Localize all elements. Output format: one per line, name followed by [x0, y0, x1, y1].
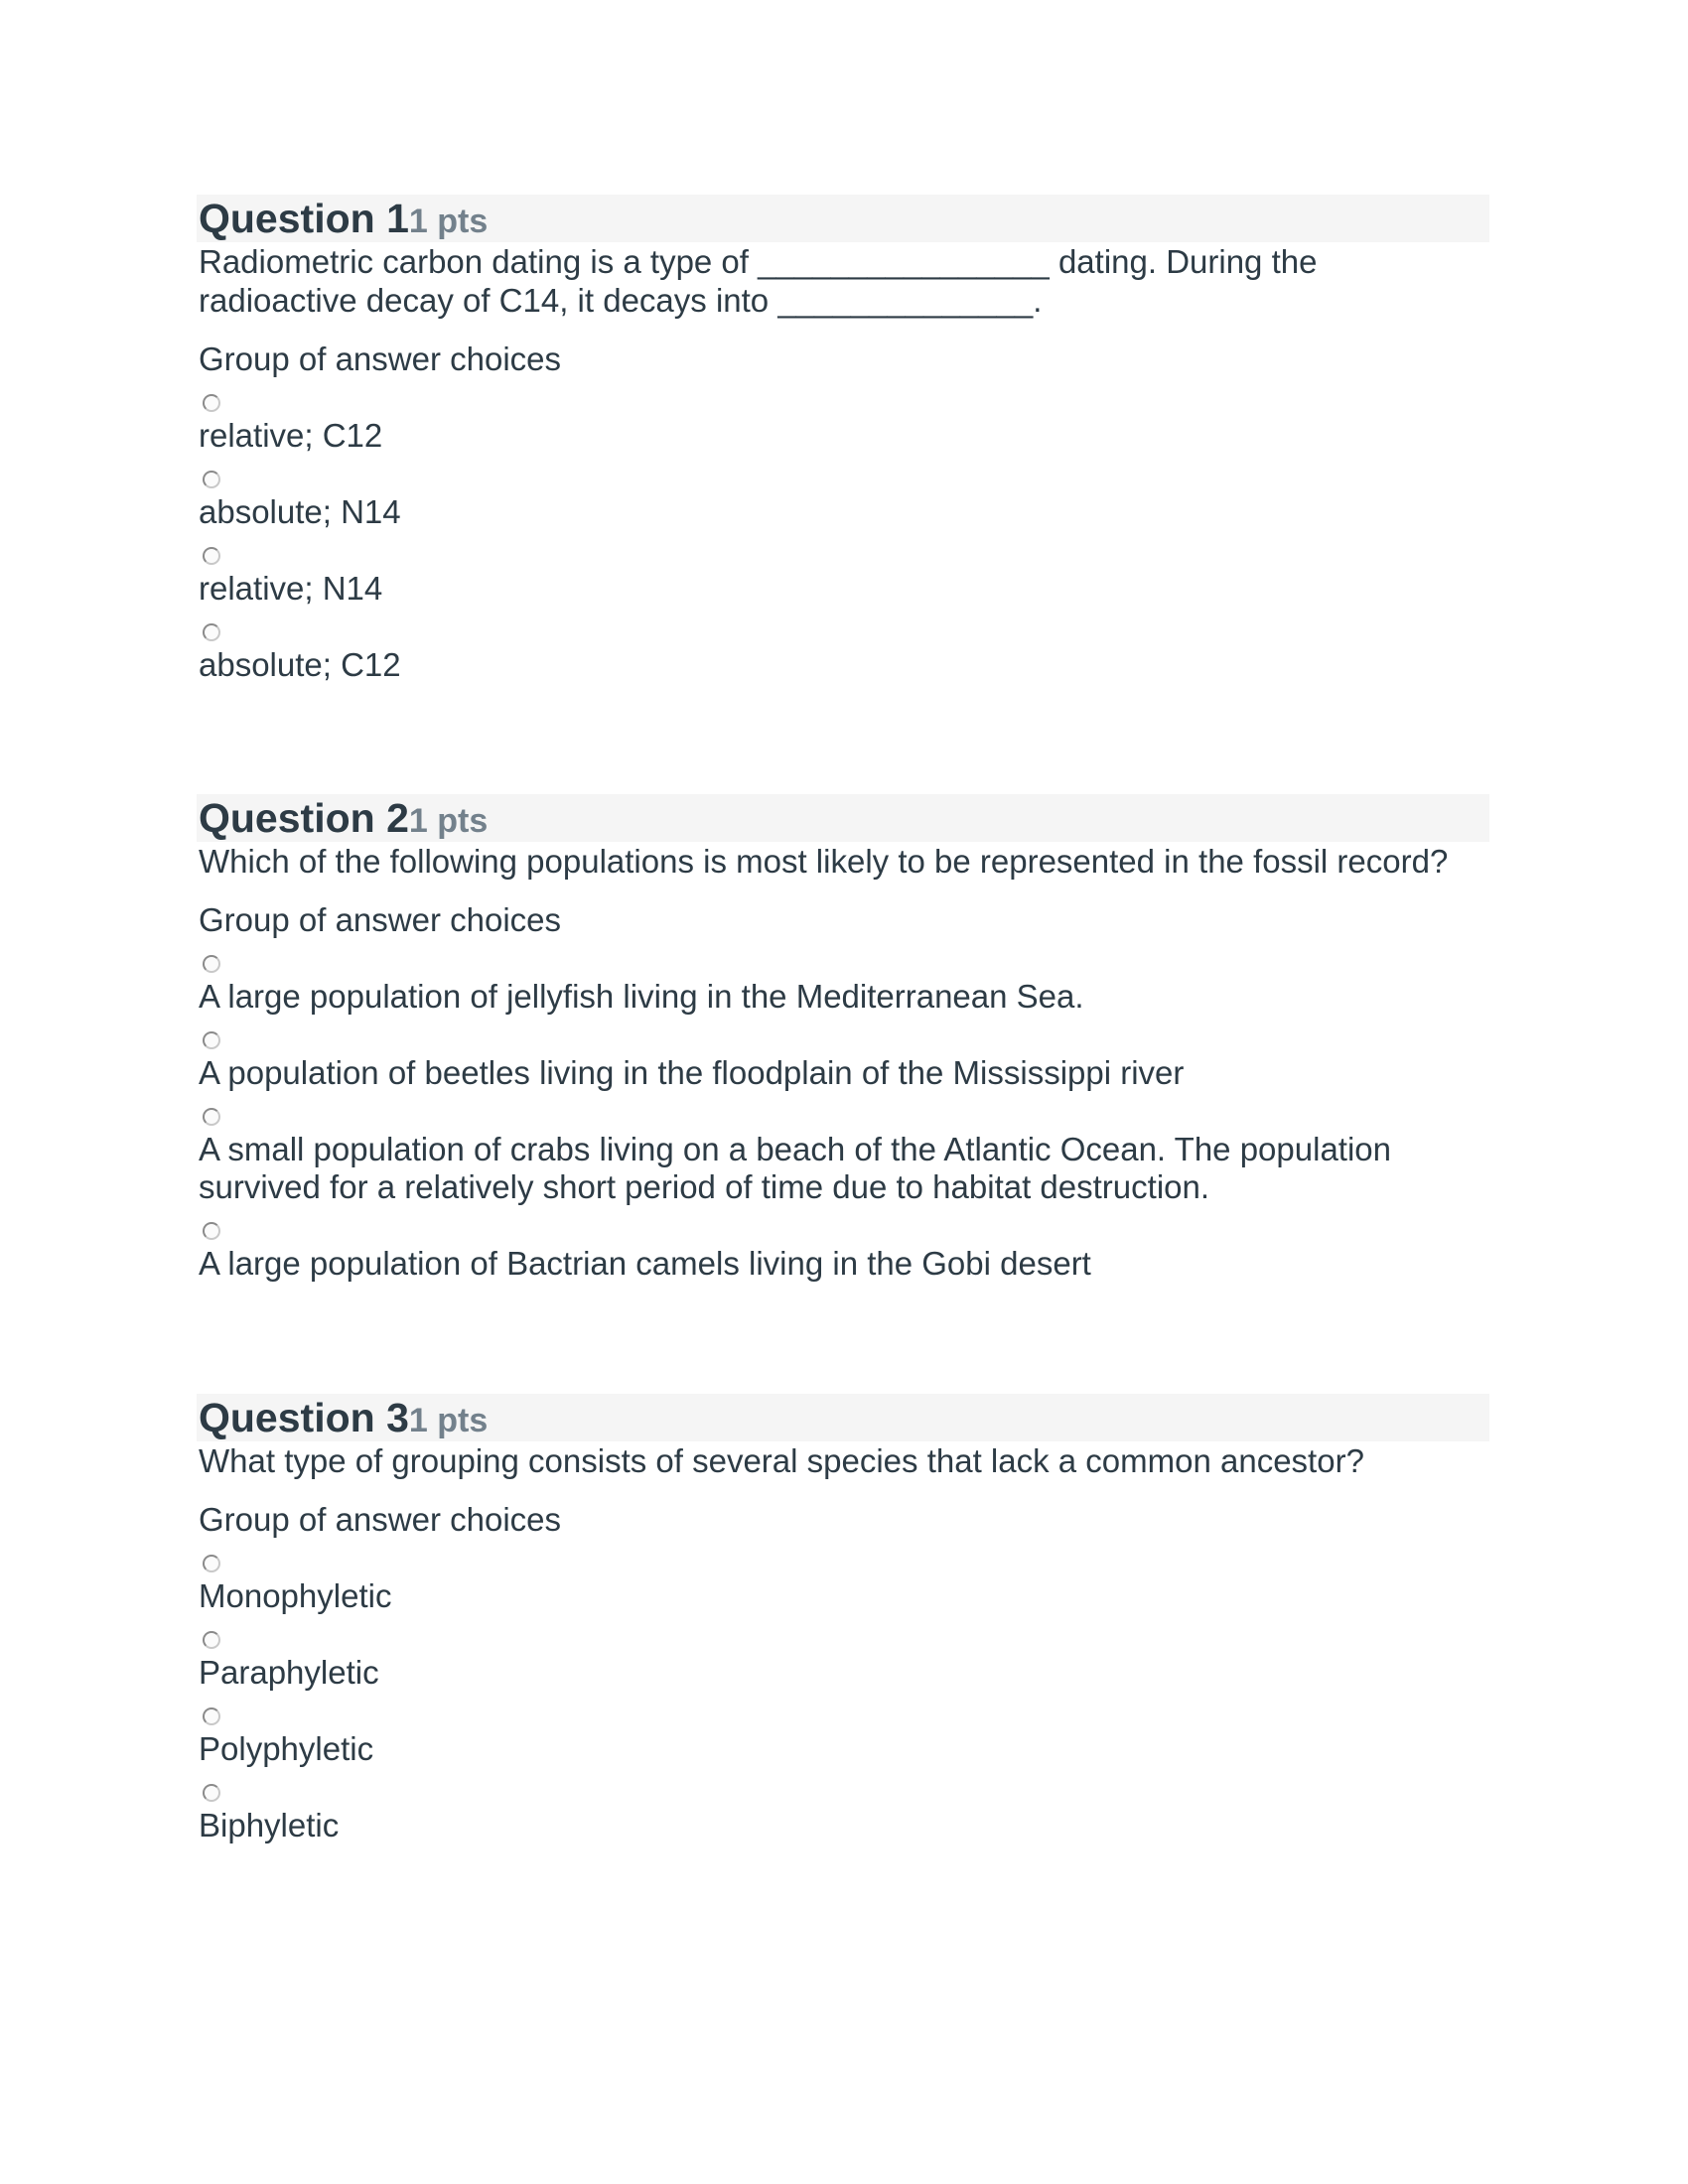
answer-choice[interactable]	[199, 955, 1489, 1016]
answer-choice[interactable]	[199, 623, 1489, 684]
answer-choice[interactable]	[199, 1222, 1489, 1283]
answer-choice-label: Biphyletic	[199, 1807, 340, 1843]
answer-choice-label: relative; C12	[199, 417, 383, 454]
radio-button[interactable]	[203, 955, 220, 973]
answer-group-label: Group of answer choices	[199, 901, 562, 938]
question-title: Question 21 pts	[199, 795, 489, 841]
question-points: 1 pts	[408, 203, 489, 240]
radio-button[interactable]	[203, 471, 220, 488]
answer-choice[interactable]	[199, 1784, 1489, 1844]
question-header	[197, 1394, 1489, 1441]
answer-choice-label: Paraphyletic	[199, 1654, 379, 1691]
question-points: 1 pts	[408, 802, 489, 840]
radio-button[interactable]	[203, 1108, 220, 1126]
question-header	[197, 195, 1489, 242]
answer-choice[interactable]	[199, 1031, 1489, 1092]
radio-button[interactable]	[203, 1707, 220, 1725]
radio-button[interactable]	[203, 1784, 220, 1802]
answer-choice-label: A large population of Bactrian camels living in the Gobi desert	[199, 1245, 1091, 1282]
radio-button[interactable]	[203, 394, 220, 412]
question-text: Radiometric carbon dating is a type of ________________ dating. During the radioactive decay of C14, it decays into ______________.	[199, 243, 1318, 319]
answer-choice[interactable]	[199, 547, 1489, 608]
radio-button[interactable]	[203, 623, 220, 641]
question-1	[197, 195, 1489, 684]
answer-choice[interactable]	[199, 394, 1489, 455]
answer-choice-label: relative; N14	[199, 570, 383, 607]
answer-choice-label: Polyphyletic	[199, 1730, 374, 1767]
radio-button[interactable]	[203, 1031, 220, 1049]
answer-choice[interactable]	[199, 1707, 1489, 1768]
radio-button[interactable]	[203, 1555, 220, 1572]
answer-choice[interactable]	[199, 471, 1489, 531]
answer-group-label: Group of answer choices	[199, 341, 562, 377]
answer-choice[interactable]	[199, 1555, 1489, 1615]
radio-button[interactable]	[203, 1222, 220, 1240]
answer-choice[interactable]	[199, 1631, 1489, 1692]
answer-choice-label: A large population of jellyfish living in the Mediterranean Sea.	[199, 978, 1084, 1015]
question-3	[197, 1394, 1489, 1844]
radio-button[interactable]	[203, 547, 220, 565]
question-title: Question 11 pts	[199, 196, 489, 241]
answer-choice-label: A small population of crabs living on a beach of the Atlantic Ocean. The population survived for a relatively short period of time due to habitat destruction.	[199, 1131, 1392, 1205]
answer-choice[interactable]	[199, 1108, 1489, 1206]
question-2	[197, 794, 1489, 1283]
question-text: What type of grouping consists of several species that lack a common ancestor?	[199, 1442, 1364, 1479]
question-points: 1 pts	[408, 1402, 489, 1439]
question-text: Which of the following populations is most likely to be represented in the fossil record?	[199, 843, 1449, 880]
radio-button[interactable]	[203, 1631, 220, 1649]
question-header	[197, 794, 1489, 842]
answer-choice-label: A population of beetles living in the floodplain of the Mississippi river	[199, 1054, 1185, 1091]
answer-choice-label: absolute; N14	[199, 493, 401, 530]
question-title: Question 31 pts	[199, 1395, 489, 1440]
answer-choice-label: absolute; C12	[199, 646, 401, 683]
answer-group-label: Group of answer choices	[199, 1501, 562, 1538]
answer-choice-label: Monophyletic	[199, 1577, 392, 1614]
